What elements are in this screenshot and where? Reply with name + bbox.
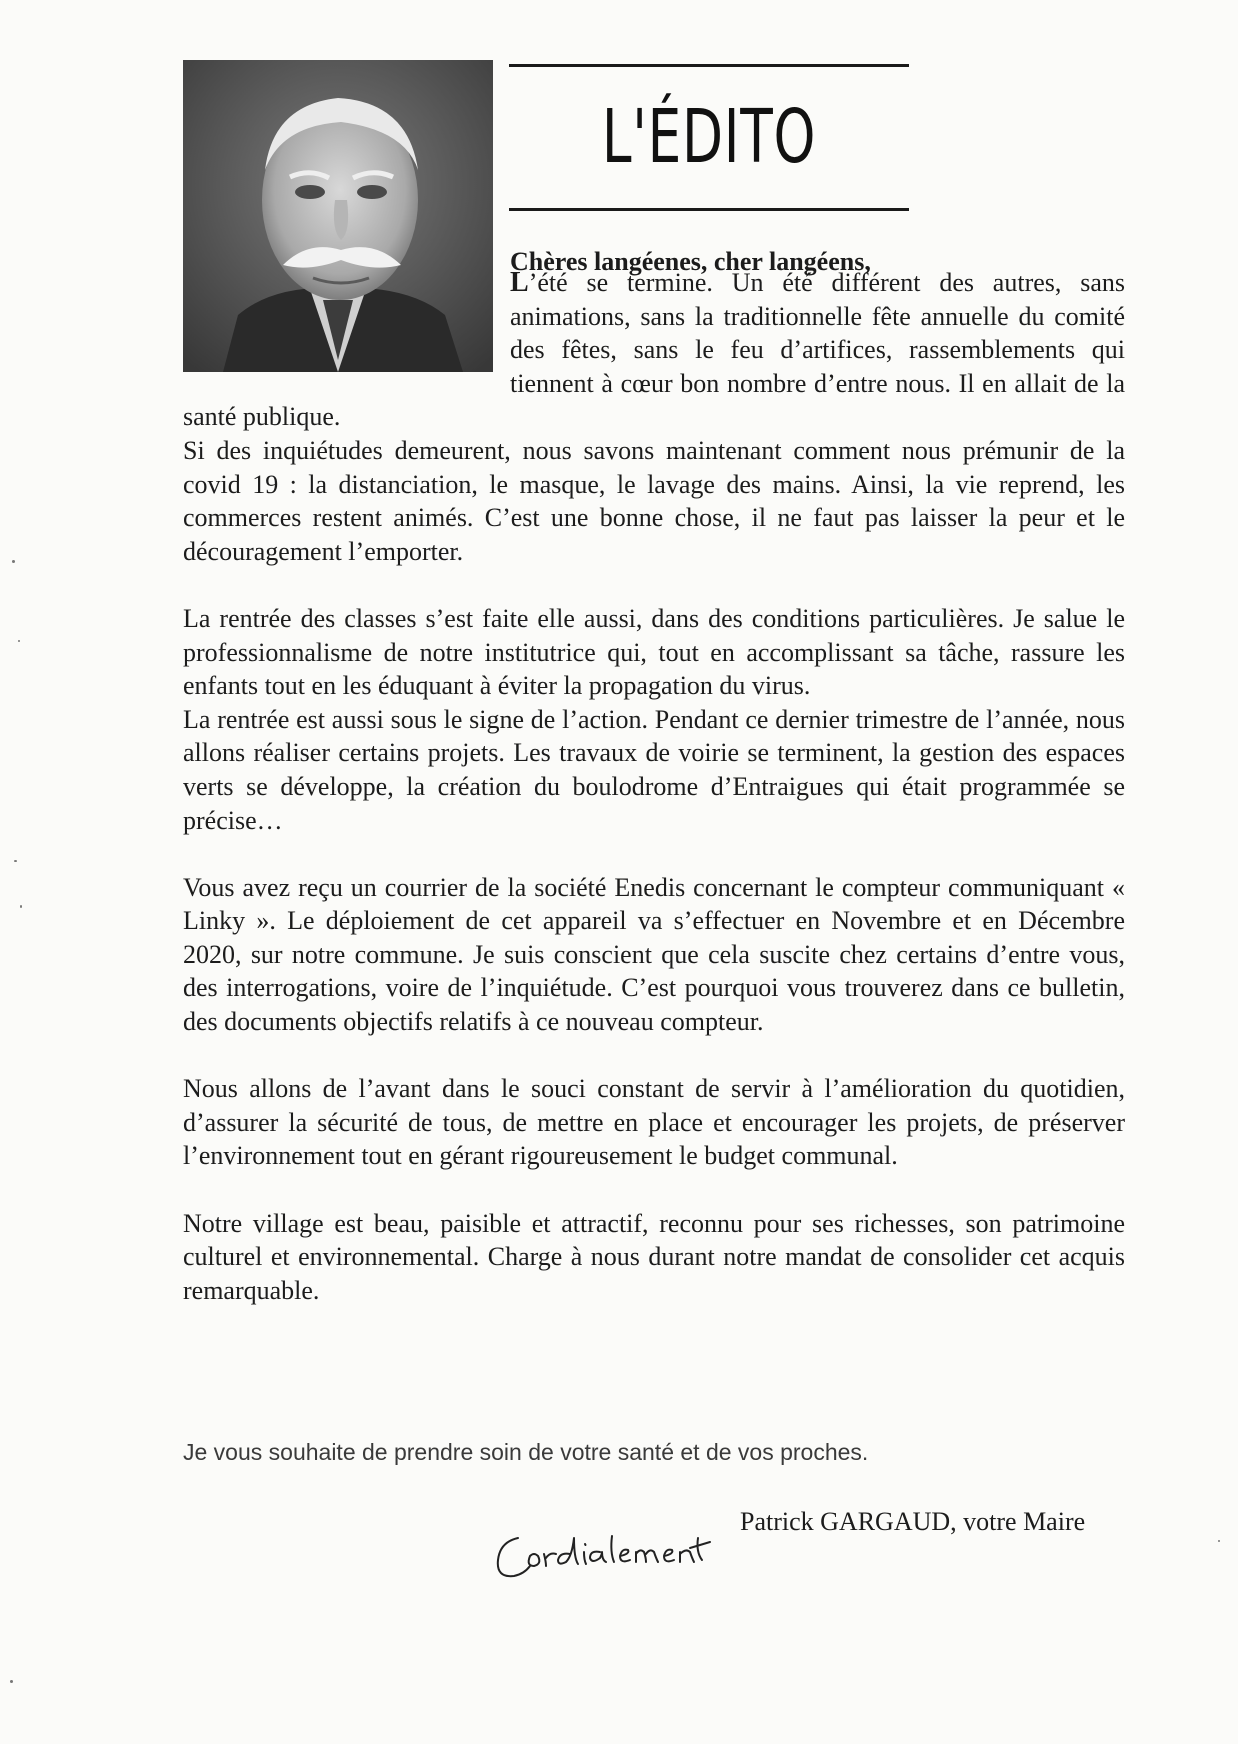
paragraph-text: ’été se termine. Un été différent des autres, sans animations, sans la traditionnelle fête annuelle du comité des fêtes, sans le feu d’artifices, rassemblements qui tiennent à cœur bon nombre d’entre nous. Il en allait de la santé publique.: [183, 268, 1125, 432]
editorial-body: [183, 266, 1125, 1307]
salutation: Chères langéenes, cher langéens,: [510, 247, 871, 276]
paragraph-2: Si des inquiétudes demeurent, nous savons maintenant comment nous prémunir de la covid 19 : la distanciation, le masque, le lavage des mains. Ainsi, la vie reprend, les commerces restent animés. C’est une bonne chose, il ne faut pas laisser la peur et le découragement l’emporter.: [183, 435, 1125, 566]
paragraph-lead-letter: L: [510, 267, 529, 298]
scan-speck: [20, 905, 22, 908]
scan-speck: [18, 640, 20, 642]
paragraph-4: La rentrée est aussi sous le signe de l’action. Pendant ce dernier trimestre de l’année, nous allons réaliser certains projets. Les travaux de voirie se terminent, la gestion des espaces verts se développe, la création du boulodrome d’Entraigues qui était programmée se précise…: [183, 704, 1125, 835]
scan-speck: [12, 560, 15, 563]
paragraph-6: Nous allons de l’avant dans le souci constant de servir à l’amélioration du quotidien, d’assurer la sécurité de tous, de mettre en place et encourager les projets, de préserver l’environnement tout en gérant rigoureusement le budget communal.: [183, 1074, 1125, 1171]
paragraph-7: Notre village est beau, paisible et attractif, reconnu pour ses richesses, son patrimoine culturel et environnemental. Charge à nous durant notre mandat de consolider cet acquis remarquable.: [183, 1208, 1125, 1305]
closing-wish: Je vous souhaite de prendre soin de votre santé et de vos proches.: [183, 1439, 869, 1465]
signer-name: Patrick GARGAUD, votre Maire: [740, 1507, 1086, 1536]
page-title: L'ÉDITO: [601, 94, 817, 180]
scan-speck: [1218, 1540, 1220, 1542]
scan-speck: [10, 1680, 13, 1683]
paragraph-3: La rentrée des classes s’est faite elle aussi, dans des conditions particulières. Je salue le professionnalisme de notre institutrice qui, tout en accomplissant sa tâche, rassure les enfants tout en les éduquant à éviter la propagation du virus.: [183, 603, 1125, 701]
handwritten-signature: [490, 1518, 715, 1588]
title-top-rule: [509, 64, 909, 67]
paragraph-5: Vous avez reçu un courrier de la société Enedis concernant le compteur communiquant « Linky ». Le déploiement de cet appareil va s’effectuer en Novembre et en Décembre 2020, sur notre commune. Je suis conscient que cela suscite chez certains d’entre vous, des interrogations, voire de l’inquiétude. C’est pourquoi vous trouverez dans ce bulletin, des documents objectifs relatifs à ce nouveau compteur.: [183, 872, 1125, 1037]
title-bottom-rule: [509, 208, 909, 211]
scan-speck: [14, 860, 17, 862]
